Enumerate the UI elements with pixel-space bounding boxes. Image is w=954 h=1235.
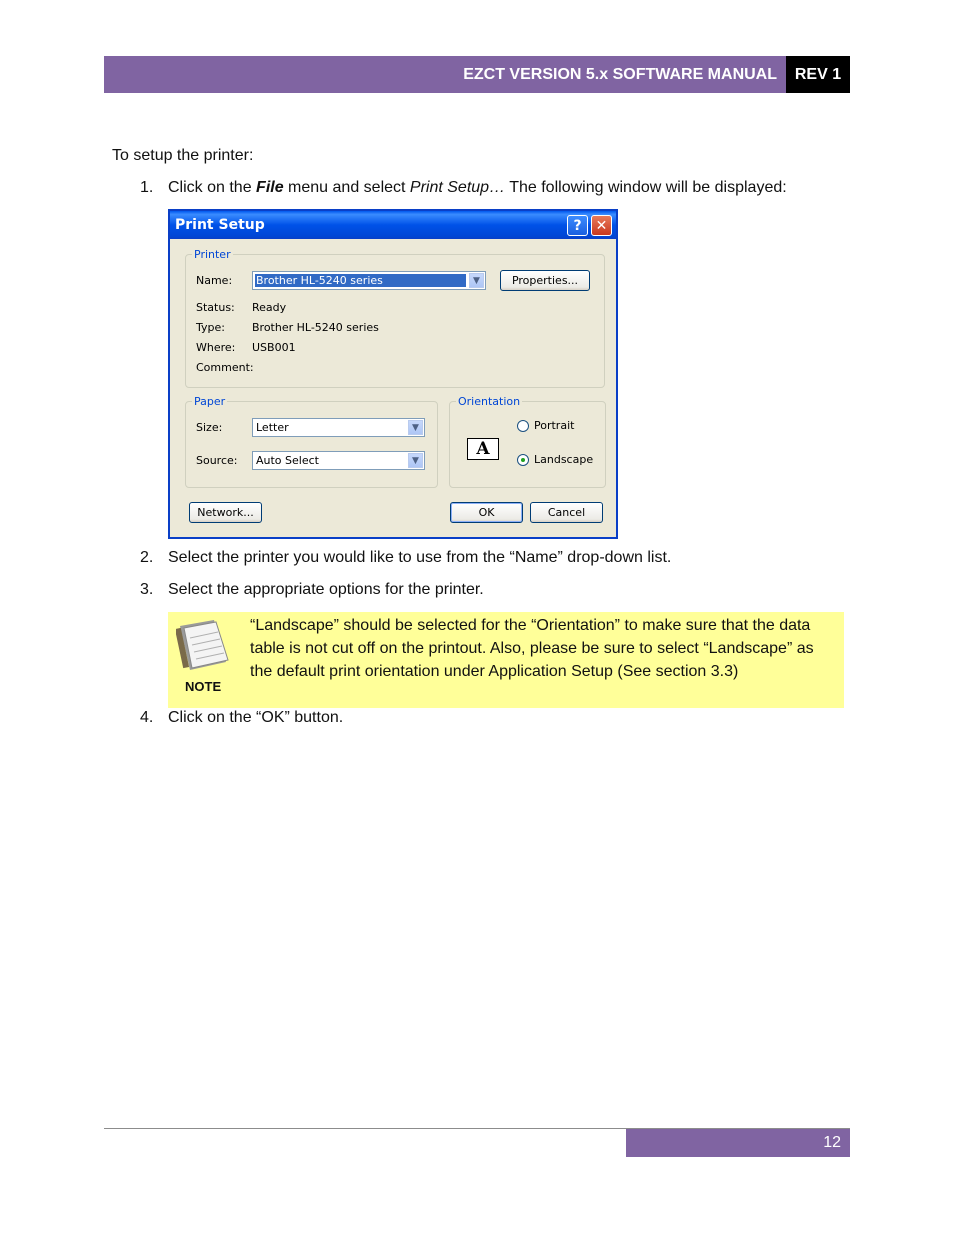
printer-name-select[interactable]: [252, 271, 486, 290]
chevron-down-icon[interactable]: ▼: [408, 420, 423, 435]
chevron-down-icon[interactable]: ▼: [408, 453, 423, 468]
step-text: Click on the File menu and select Print Setup… The following window will be displayed:: [168, 179, 787, 196]
where-label: Where:: [196, 341, 236, 354]
page-header: [104, 56, 850, 93]
status-value: Ready: [252, 301, 287, 314]
paper-size-select[interactable]: [252, 418, 425, 437]
source-label: Source:: [196, 454, 238, 467]
portrait-radio[interactable]: [517, 420, 529, 432]
type-value: Brother HL-5240 series: [252, 321, 379, 334]
note-box: [168, 612, 844, 708]
comment-label: Comment:: [196, 361, 254, 374]
notepad-icon: [176, 618, 232, 674]
size-label: Size:: [196, 421, 223, 434]
type-label: Type:: [196, 321, 225, 334]
dialog-titlebar: [170, 211, 616, 239]
paper-group-label: Paper: [194, 395, 226, 408]
where-value: USB001: [252, 341, 296, 354]
paper-source-select[interactable]: [252, 451, 425, 470]
printer-group-label: Printer: [194, 248, 231, 261]
ok-button[interactable]: OK: [450, 502, 523, 523]
step-number: 2.: [140, 549, 154, 566]
print-setup-dialog: [168, 209, 618, 539]
paper-group: [185, 395, 438, 488]
step-number: 4.: [140, 709, 154, 726]
portrait-label: Portrait: [534, 419, 575, 432]
chevron-down-icon[interactable]: ▼: [469, 273, 484, 288]
step-text: Select the printer you would like to use from the “Name” drop-down list.: [168, 549, 672, 566]
step-text: Select the appropriate options for the printer.: [168, 581, 484, 598]
help-icon[interactable]: ?: [567, 215, 588, 236]
paper-size-value: Letter: [256, 421, 289, 434]
intro-text: To setup the printer:: [112, 147, 254, 164]
network-button[interactable]: Network...: [189, 502, 262, 523]
landscape-orientation-icon: A: [467, 438, 499, 460]
note-text: “Landscape” should be selected for the “Orientation” to make sure that the data table is not cut off on the printout. Also, please be sure to select “Landscape” as the default print orientation under Application Setup (See section 3.3): [250, 617, 814, 680]
name-label: Name:: [196, 274, 233, 287]
status-label: Status:: [196, 301, 235, 314]
revision-badge: REV 1: [786, 56, 850, 93]
step-number: 1.: [140, 179, 154, 196]
close-icon[interactable]: ✕: [591, 215, 612, 236]
cancel-button[interactable]: Cancel: [530, 502, 603, 523]
note-label: NOTE: [185, 679, 222, 694]
step-text: Click on the “OK” button.: [168, 709, 344, 726]
orientation-group-label: Orientation: [458, 395, 521, 408]
page-number: 12: [626, 1129, 850, 1157]
landscape-label: Landscape: [534, 453, 594, 466]
step-number: 3.: [140, 581, 154, 598]
paper-source-value: Auto Select: [256, 454, 319, 467]
landscape-radio[interactable]: [517, 454, 529, 466]
manual-title: EZCT VERSION 5.x SOFTWARE MANUAL: [104, 56, 786, 93]
dialog-title: Print Setup: [175, 217, 265, 233]
printer-name-value: Brother HL-5240 series: [256, 274, 383, 287]
properties-button[interactable]: Properties...: [500, 270, 590, 291]
